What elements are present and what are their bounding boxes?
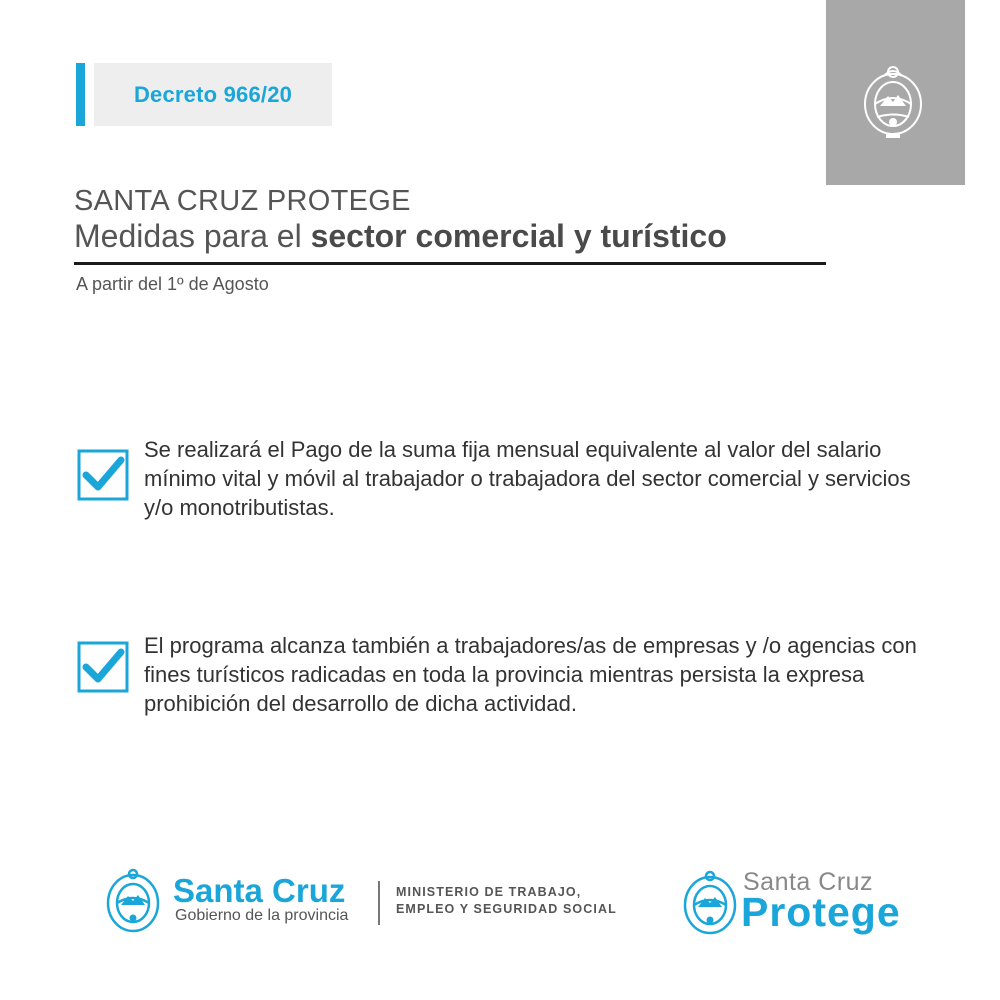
measure-item-1: Se realizará el Pago de la suma fija mensual equivalente al valor del salario mínimo vital y móvil al trabajador o trabajadora del sector comercial y servicios y/o monotributistas. xyxy=(144,437,911,520)
ministry-line-1: MINISTERIO DE TRABAJO, xyxy=(396,885,582,899)
footer-divider xyxy=(378,881,380,925)
campaign-title: SANTA CRUZ PROTEGE xyxy=(74,185,411,217)
decree-accent-bar xyxy=(76,63,85,126)
page-title xyxy=(74,218,727,255)
measure-item-2: El programa alcanza también a trabajadores/as de empresas y /o agencias con fines turísticos radicadas en toda la provincia mientras persista la expresa prohibición del desarrollo de dicha actividad. xyxy=(144,633,917,716)
protege-crest-icon xyxy=(681,868,739,938)
protege-logo-top: Santa Cruz xyxy=(743,868,874,896)
checkbox-check-icon xyxy=(77,641,129,693)
government-crest-icon xyxy=(104,866,162,936)
checkbox-check-icon xyxy=(77,449,129,501)
decree-tag xyxy=(94,63,332,126)
ministry-label xyxy=(396,884,617,918)
brand-subtitle: Gobierno de la provincia xyxy=(175,907,349,924)
headline-prefix: Medidas para el xyxy=(74,218,311,254)
brand-name: Santa Cruz xyxy=(173,872,346,909)
protege-logo-word: Protege xyxy=(741,889,901,935)
headline-emphasis: sector comercial y turístico xyxy=(310,218,727,254)
effective-date: A partir del 1º de Agosto xyxy=(76,274,269,294)
decree-label: Decreto 966/20 xyxy=(133,81,293,107)
title-underline xyxy=(74,262,826,265)
coat-of-arms-icon xyxy=(860,62,926,142)
ministry-line-2: EMPLEO Y SEGURIDAD SOCIAL xyxy=(396,902,617,916)
